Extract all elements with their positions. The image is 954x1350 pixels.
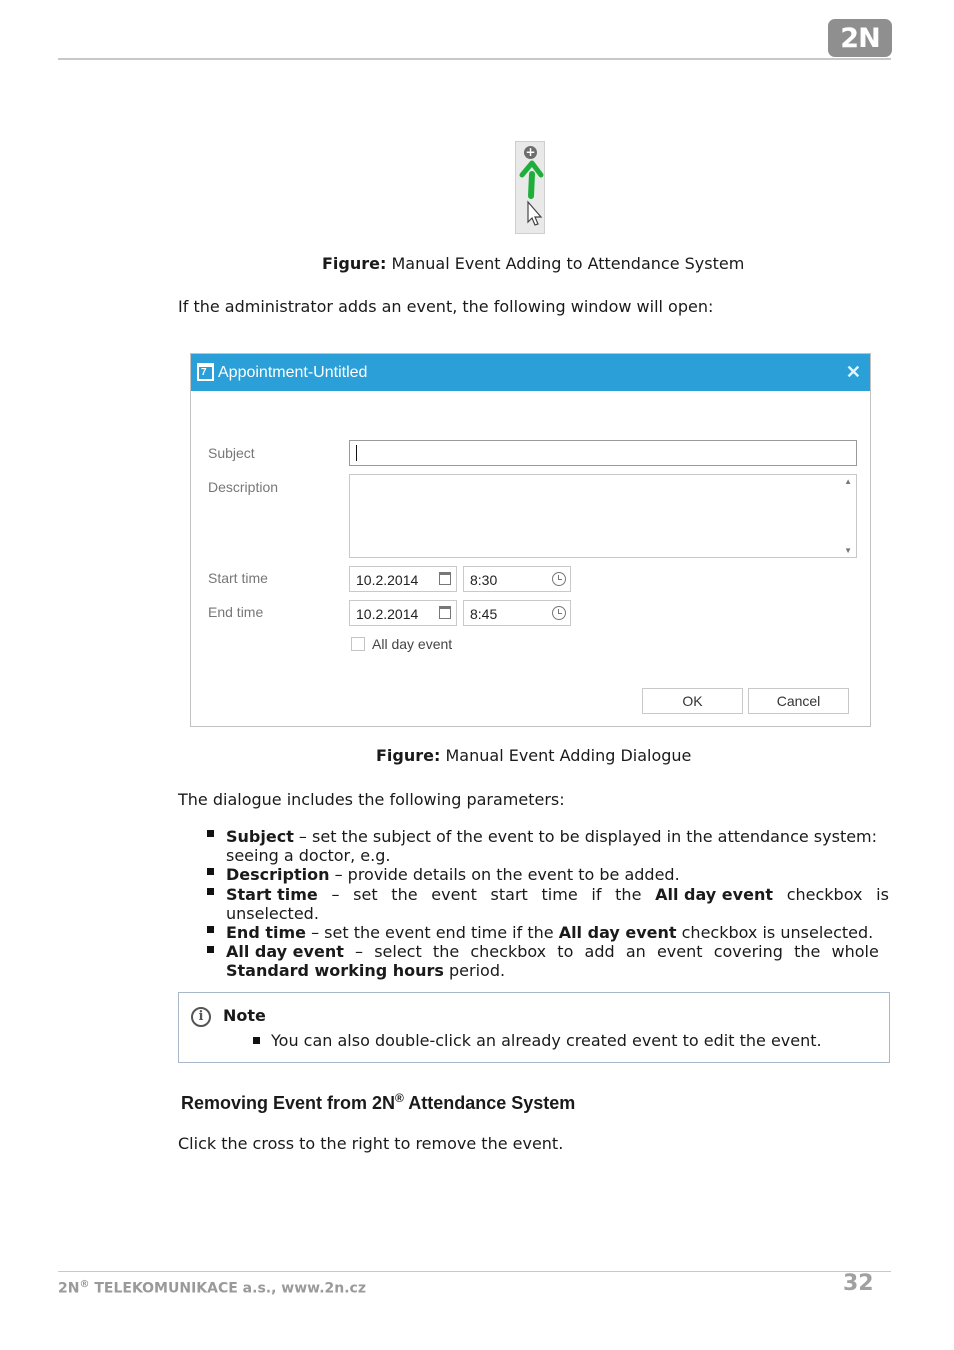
bullet-icon — [207, 868, 214, 875]
end-time-label: End time — [208, 604, 264, 620]
end-date-value: 10.2.2014 — [356, 606, 419, 622]
figure2-caption: Figure: Manual Event Adding Dialogue — [376, 746, 692, 765]
subject-input[interactable] — [349, 440, 857, 466]
ok-button[interactable]: OK — [642, 688, 743, 714]
end-time-input[interactable] — [463, 600, 571, 626]
list-item-subject: Subject – set the subject of the event to be displayed in the attendance system: seeing a doctor, e.g. — [226, 827, 878, 865]
header-rule — [58, 58, 891, 60]
description-label: Description — [208, 479, 279, 495]
note-text: You can also double-click an already created event to edit the event. — [271, 1031, 822, 1050]
bullet-icon — [207, 946, 214, 953]
note-title: Note — [223, 1006, 266, 1025]
close-icon[interactable]: ✕ — [845, 362, 861, 382]
green-arrow-icon — [516, 142, 546, 235]
end-time-value: 8:45 — [470, 606, 498, 622]
start-time-value: 8:30 — [470, 572, 498, 588]
list-item-end-time: End time – set the event end time if the All day event checkbox is unselected. — [226, 923, 874, 942]
add-plus-icon[interactable]: + — [525, 145, 536, 159]
start-date-input[interactable] — [349, 566, 457, 592]
figure1-caption: Figure: Manual Event Adding to Attendance System — [322, 254, 745, 273]
description-textarea[interactable] — [349, 474, 857, 558]
params-intro: The dialogue includes the following parameters: — [178, 790, 565, 809]
intro-text: If the administrator adds an event, the following window will open: — [178, 297, 714, 316]
remove-text: Click the cross to the right to remove the event. — [178, 1134, 564, 1153]
section-heading: Removing Event from 2N® Attendance System — [181, 1091, 576, 1113]
start-time-label: Start time — [208, 570, 268, 586]
note-box — [178, 992, 890, 1063]
add-event-toolbar-strip — [515, 141, 545, 234]
all-day-label: All day event — [372, 636, 453, 652]
dialog-title: Appointment-Untitled — [218, 364, 368, 381]
list-item-all-day: All day event – select the checkbox to add an event covering the whole Standard working hours period. — [226, 942, 879, 980]
list-item-start-time: Start time – set the event start time if the All day event checkbox is unselected. — [226, 885, 889, 923]
end-date-input[interactable] — [349, 600, 457, 626]
scroll-up-icon[interactable]: ▲ — [844, 477, 852, 486]
info-icon: i — [191, 1007, 211, 1027]
calendar-icon: 7 — [197, 363, 214, 381]
list-item-description: Description – provide details on the event to be added. — [226, 865, 680, 884]
page-number: 32 — [843, 1271, 874, 1296]
bullet-icon — [207, 888, 214, 895]
clock-icon[interactable] — [552, 606, 566, 620]
start-date-value: 10.2.2014 — [356, 572, 419, 588]
brand-logo: 2N — [828, 19, 892, 57]
scroll-down-icon[interactable]: ▼ — [844, 546, 852, 555]
start-time-input[interactable] — [463, 566, 571, 592]
footer-rule — [58, 1271, 891, 1272]
text-caret — [356, 445, 357, 461]
mouse-cursor-icon — [528, 202, 541, 225]
appointment-dialog — [190, 353, 871, 727]
calendar-picker-icon[interactable] — [439, 606, 451, 619]
bullet-icon — [207, 926, 214, 933]
subject-label: Subject — [208, 445, 255, 461]
bullet-icon — [253, 1037, 260, 1044]
bullet-icon — [207, 830, 214, 837]
footer-company: 2N® TELEKOMUNIKACE a.s., www.2n.cz — [58, 1279, 366, 1297]
cancel-button[interactable]: Cancel — [748, 688, 849, 714]
dialog-title-bar — [191, 354, 870, 391]
calendar-picker-icon[interactable] — [439, 572, 451, 585]
all-day-checkbox[interactable] — [351, 637, 365, 651]
clock-icon[interactable] — [552, 572, 566, 586]
